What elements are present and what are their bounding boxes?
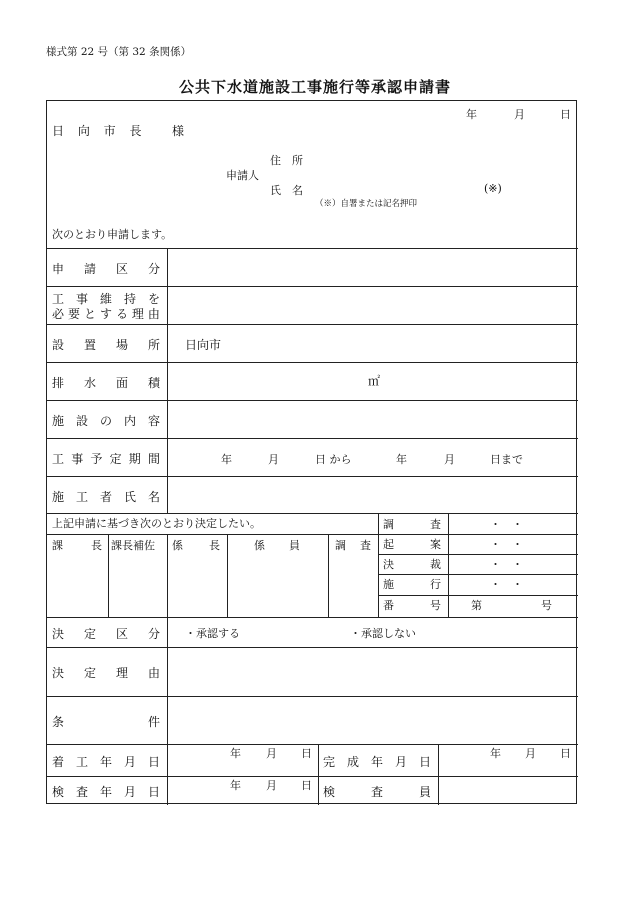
divider [378,513,379,617]
step-number-prefix: 第 [471,599,482,612]
stamp-chief[interactable] [167,555,226,616]
label-decision-reason: 決 定 理 由 [52,666,160,680]
label-location: 設 置 場 所 [52,338,160,352]
complete-month: 月 [525,747,536,760]
applicant-label: 申請人 [226,169,259,182]
addressee: 日 向 市 長 [52,124,147,138]
applicant-name-label: 氏 名 [270,184,303,197]
honorific: 様 [172,124,185,138]
approver-chief: 係 長 [172,539,220,552]
period-to-day: 日まで [490,453,523,466]
label-facility: 施 設 の 内 容 [52,414,160,428]
contractor-value[interactable] [167,476,577,512]
step-survey-label: 調 査 [383,518,441,531]
approver-inspector: 調 査 [335,539,371,552]
step-execute-date: ・ ・ [490,578,523,591]
start-day: 日 [301,747,312,760]
form-id: 様式第 22 号（第 32 条関係） [46,46,192,58]
step-draft-date: ・ ・ [490,538,523,551]
inspect-month: 月 [266,779,277,792]
stamp-staff[interactable] [227,555,327,616]
step-draft-label: 起 案 [383,538,441,551]
seal-mark: (※) [484,182,502,195]
inspect-day: 日 [301,779,312,792]
period-from-day: 日 から [315,453,352,466]
divider [448,513,449,617]
divider [47,438,578,439]
stamp-inspector[interactable] [328,555,377,616]
period-from-year: 年 [221,453,232,466]
divider [47,324,578,325]
approver-section-chief: 課 長 [52,539,102,552]
divider [378,595,578,596]
date-month: 月 [514,108,525,121]
label-reason-line2: 必 要 と す る 理 由 [52,307,160,321]
date-year: 年 [466,108,477,121]
step-approve-date: ・ ・ [490,558,523,571]
period-to-month: 月 [444,453,455,466]
start-year: 年 [230,747,241,760]
stamp-deputy[interactable] [108,555,166,616]
drain-area-unit: ㎡ [368,374,381,388]
label-category: 申 請 区 分 [52,262,160,276]
step-number-suffix: 号 [541,599,552,612]
step-number-label: 番 号 [383,599,441,612]
divider [378,574,578,575]
inspect-year: 年 [230,779,241,792]
form-title: 公共下水道施設工事施行等承認申請書 [178,78,451,96]
start-month: 月 [266,747,277,760]
inspector-value[interactable] [438,776,577,804]
option-approve[interactable]: ・承認する [185,627,240,640]
label-conditions: 条 件 [52,715,160,729]
conditions-value[interactable] [167,696,577,743]
step-approve-label: 決 裁 [383,558,441,571]
label-contractor: 施 工 者 氏 名 [52,490,160,504]
option-reject[interactable]: ・承認しない [350,627,416,640]
facility-value[interactable] [167,400,577,437]
period-to-year: 年 [396,453,407,466]
label-reason-line1: 工 事 維 持 を [52,292,160,306]
decision-reason-value[interactable] [167,647,577,695]
step-survey-date: ・ ・ [490,518,523,531]
approver-deputy: 課長補佐 [111,539,155,552]
complete-day: 日 [560,747,571,760]
label-drain-area: 排 水 面 積 [52,376,160,390]
complete-year: 年 [490,747,501,760]
signature-note: （※）自署または記名押印 [315,199,418,209]
label-start-date: 着 工 年 月 日 [52,755,160,769]
stamp-section-chief[interactable] [47,555,107,616]
date-day: 日 [560,108,571,121]
applicant-address-label: 住 所 [270,154,303,167]
label-period: 工 事 予 定 期 間 [52,452,160,466]
period-from-month: 月 [268,453,279,466]
category-value[interactable] [167,248,577,285]
decision-text: 上記申請に基づき次のとおり決定したい。 [52,517,261,530]
divider [47,513,578,514]
divider [47,362,578,363]
approver-staff: 係 員 [254,539,300,552]
location-value[interactable]: 日向市 [185,338,222,352]
intro-text: 次のとおり申請します。 [52,228,173,241]
label-inspector: 検 査 員 [323,785,431,799]
label-inspect-date: 検 査 年 月 日 [52,785,160,799]
divider [378,554,578,555]
label-decision-category: 決 定 区 分 [52,627,160,641]
divider [378,534,578,535]
divider [318,744,319,805]
label-complete-date: 完 成 年 月 日 [323,755,431,769]
step-execute-label: 施 行 [383,578,441,591]
reason-value[interactable] [167,286,577,323]
divider [47,617,578,618]
